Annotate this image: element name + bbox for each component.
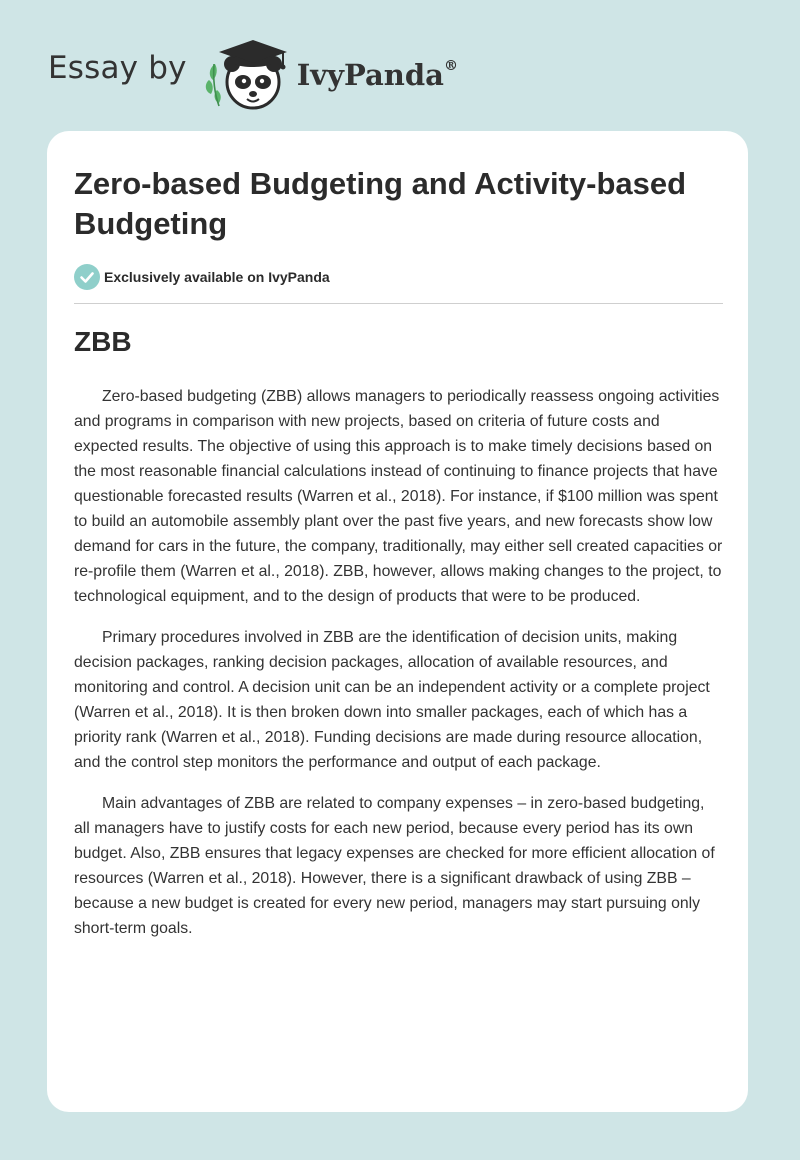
essay-by-label: Essay by xyxy=(48,50,187,86)
paragraph-2: Primary procedures involved in ZBB are the identification of decision units, making decision packages, ranking decision packages, allocation of available resources, and monitoring and control. A decision unit can be an independent activity or a complete project (Warren et al., 2018). It is then broken down into smaller packages, each of which has a priority rank (Warren et al., 2018). Funding decisions are made during resource allocation, and the control step monitors the performance and output of each package. xyxy=(74,629,710,771)
site-header xyxy=(48,34,458,114)
check-circle-icon xyxy=(74,264,100,290)
panda-graduate-icon[interactable] xyxy=(201,34,293,114)
brand-label: IvyPanda xyxy=(296,58,444,92)
paragraph-3: Main advantages of ZBB are related to company expenses – in zero-based budgeting, all managers have to justify costs for each new period, because every period has its own budget. Also, ZBB ensures that legacy expenses are checked for more efficient allocation of resources (Warren et al., 2018). However, there is a significant drawback of using ZBB – because a new budget is created for every new period, managers may start pursuing only short-term goals. xyxy=(74,795,715,937)
page-title: Zero-based Budgeting and Activity-based Budgeting xyxy=(74,166,687,241)
divider xyxy=(74,303,723,304)
section-heading: ZBB xyxy=(74,326,132,357)
registered-mark: ® xyxy=(443,58,458,75)
exclusive-badge xyxy=(74,264,330,290)
article-card xyxy=(47,131,748,1112)
paragraph-1: Zero-based budgeting (ZBB) allows managers to periodically reassess ongoing activities and programs in comparison with new projects, based on criteria of future costs and expected results. The objective of using this approach is to make timely decisions based on the most reasonable financial calculations instead of continuing to finance projects that have questionable forecasted results (Warren et al., 2018). For instance, if $100 million was spent to build an automobile assembly plant over the past five years, and new forecasts show low demand for cars in the future, the company, traditionally, may either sell created capacities or re-profile them (Warren et al., 2018). ZBB, however, allows making changes to the project, to technological equipment, and to the design of products that were to be produced. xyxy=(74,388,723,605)
article-body xyxy=(74,384,724,957)
brand-name[interactable] xyxy=(297,58,458,92)
exclusive-label: Exclusively available on IvyPanda xyxy=(104,269,330,285)
